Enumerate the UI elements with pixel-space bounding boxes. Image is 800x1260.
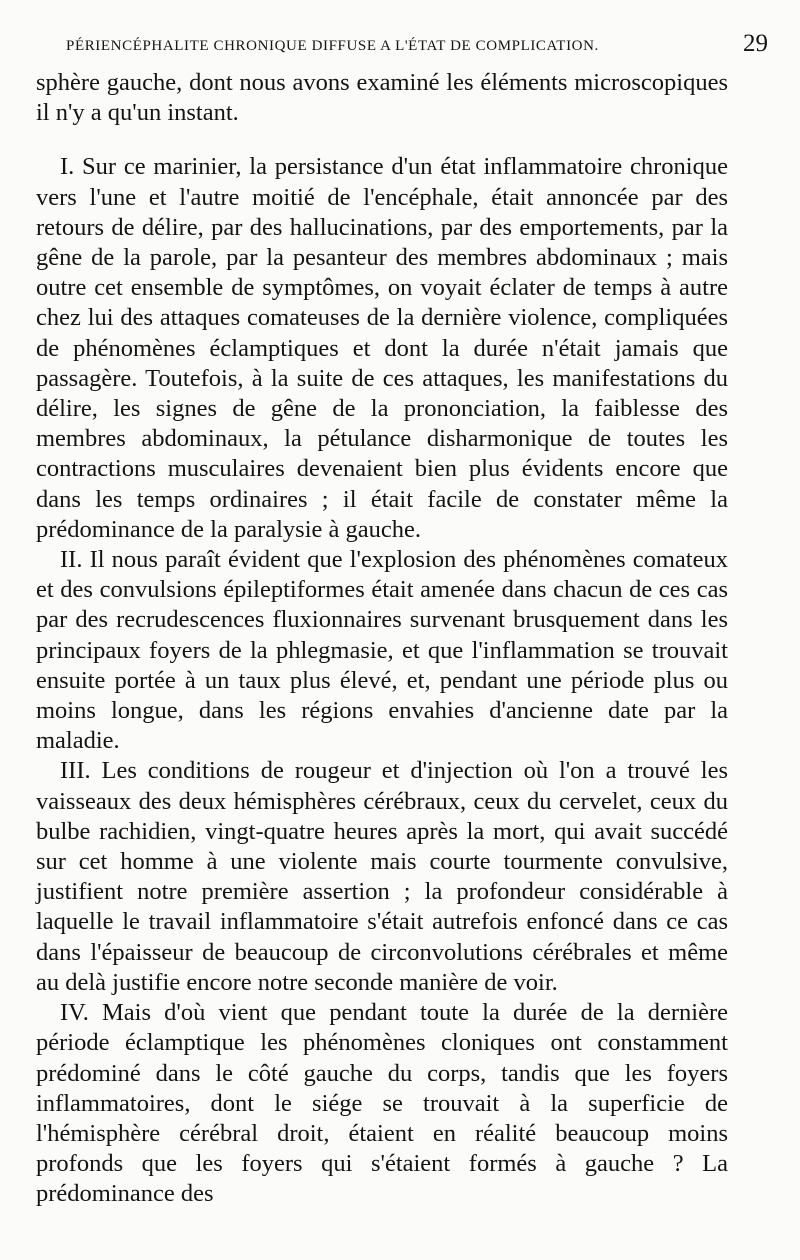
paragraph-section-3: III. Les conditions de rougeur et d'injection où l'on a trouvé les vaisseaux des deux hémisphères cérébraux, ceux du cervelet, ceux du bulbe rachidien, vingt-quatre heures après la mort, qui avait succédé sur cet homme à une violente mais courte tourmente convulsive, justifient notre première assertion ; la profondeur considérable à laquelle le travail inflammatoire s'était autrefois enfoncé dans ce cas dans l'épaisseur de beaucoup de circonvolutions cérébrales et même au delà justifie encore notre seconde manière de voir. <box>36 757 728 996</box>
running-head <box>36 30 768 64</box>
paragraph-section-2: II. Il nous paraît évident que l'explosion des phénomènes comateux et des convulsions épileptiformes était amenée dans chacun de ces cas par des recrudescences fluxionnaires survenant brusquement dans les principaux foyers de la phlegmasie, et que l'inflammation se trouvait ensuite portée à un taux plus élevé, et, pendant une période plus ou moins longue, dans les régions envahies d'ancienne date par la maladie. <box>36 546 728 755</box>
page-number: 29 <box>743 30 768 57</box>
paragraph-continuation: sphère gauche, dont nous avons examiné les éléments microscopiques il n'y a qu'un instant. <box>36 69 728 127</box>
paragraph-section-4: IV. Mais d'où vient que pendant toute la durée de la dernière période éclamptique les phénomènes cloniques ont constamment prédominé dans le côté gauche du corps, tandis que les foyers inflammatoires, dont le siége se trouvait à la superficie de l'hémisphère cérébral droit, étaient en réalité beaucoup moins profonds que les foyers qui s'étaient formés à gauche ? La prédominance des <box>36 999 728 1208</box>
paragraph-section-1: I. Sur ce marinier, la persistance d'un état inflammatoire chronique vers l'une et l'autre moitié de l'encéphale, était annoncée par des retours de délire, par des hallucinations, par des emportements, par la gêne de la parole, par la pesanteur des membres abdominaux ; mais outre cet ensemble de symptômes, on voyait éclater de temps à autre chez lui des attaques comateuses de la dernière violence, compliquées de phénomènes éclamptiques et dont la durée n'était jamais que passagère. Toutefois, à la suite de ces attaques, les manifestations du délire, les signes de gêne de la prononciation, la faiblesse des membres abdominaux, la pétulance disharmonique de toutes les contractions musculaires devenaient bien plus évidents encore que dans les temps ordinaires ; il était facile de constater même la prédominance de la paralysie à gauche. <box>36 153 728 543</box>
body-text <box>36 68 728 1210</box>
running-title: PÉRIENCÉPHALITE CHRONIQUE DIFFUSE A L'ÉTAT DE COMPLICATION. <box>66 38 599 54</box>
